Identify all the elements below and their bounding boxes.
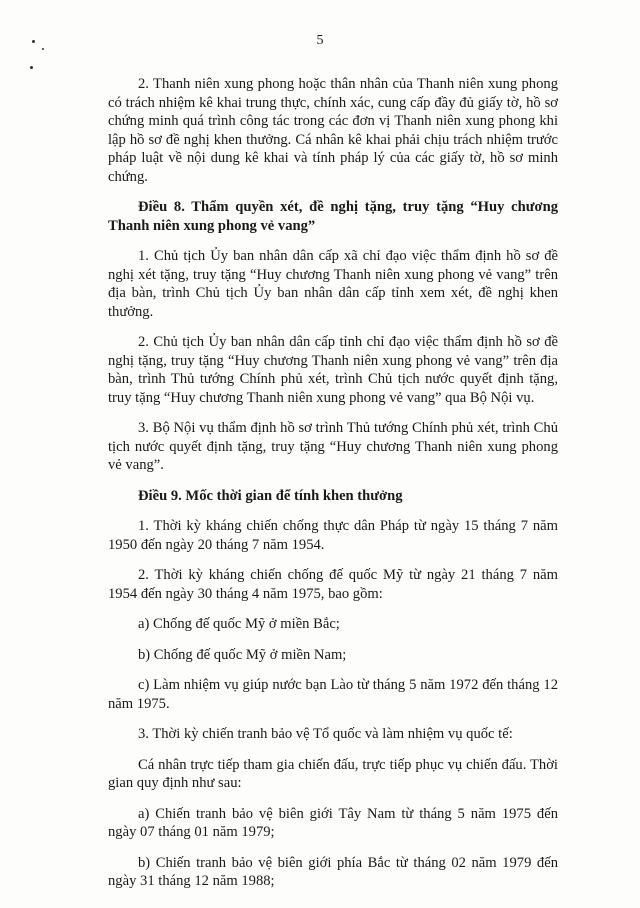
article8-item2: 2. Chủ tịch Ủy ban nhân dân cấp tỉnh chỉ đạo việc thẩm định hồ sơ đề nghị tặng, truy tặng “Huy chương Thanh niên xung phong vẻ vang” trên địa bàn, trình Thủ tướng Chính phủ xét, trình Chủ tịch nước quyết định tặng, truy tặng “Huy chương Thanh niên xung phong vẻ vang” qua Bộ Nội vụ. xyxy=(108,334,558,406)
article7-item2: 2. Thanh niên xung phong hoặc thân nhân của Thanh niên xung phong có trách nhiệm kê khai trung thực, chính xác, cung cấp đầy đủ giấy tờ, hồ sơ chứng minh quá trình công tác trong các đơn vị Thanh niên xung phong khi lập hồ sơ đề nghị khen thưởng. Cá nhân kê khai phải chịu trách nhiệm trước pháp luật về nội dung kê khai và tính pháp lý của các giấy tờ, hồ sơ minh chứng. xyxy=(108,76,558,185)
article9-item1: 1. Thời kỳ kháng chiến chống thực dân Pháp từ ngày 15 tháng 7 năm 1950 đến ngày 20 tháng 7 năm 1954. xyxy=(108,518,558,553)
page-number: 5 xyxy=(316,33,324,48)
article9-item3-a: a) Chiến tranh bảo vệ biên giới Tây Nam từ tháng 5 năm 1975 đến ngày 07 tháng 01 năm 1979; xyxy=(108,805,558,840)
article9-item2: 2. Thời kỳ kháng chiến chống đế quốc Mỹ từ ngày 21 tháng 7 năm 1954 đến ngày 30 tháng 4 năm 1975, bao gồm: xyxy=(108,567,558,602)
article9-item2-a: a) Chống đế quốc Mỹ ở miền Bắc; xyxy=(138,616,340,632)
article9-item2-b: b) Chống đế quốc Mỹ ở miền Nam; xyxy=(138,646,347,663)
article9-item3: 3. Thời kỳ chiến tranh bảo vệ Tổ quốc và làm nhiệm vụ quốc tế: xyxy=(138,726,513,742)
article8-item1: 1. Chủ tịch Ủy ban nhân dân cấp xã chỉ đạo việc thẩm định hồ sơ đề nghị xét tặng, truy tặng “Huy chương Thanh niên xung phong vẻ vang” trên địa bàn, trình Chủ tịch Ủy ban nhân dân cấp tỉnh xem xét, đề nghị khen thưởng. xyxy=(108,248,558,320)
article9-item3-b: b) Chiến tranh bảo vệ biên giới phía Bắc từ tháng 02 năm 1979 đến ngày 31 tháng 12 năm 1988; xyxy=(108,854,558,889)
article9-item3-intro: Cá nhân trực tiếp tham gia chiến đấu, trực tiếp phục vụ chiến đấu. Thời gian quy định như sau: xyxy=(108,756,558,791)
article9-heading: Điều 9. Mốc thời gian để tính khen thưởng xyxy=(138,487,403,504)
article9-item2-c: c) Làm nhiệm vụ giúp nước bạn Lào từ tháng 5 năm 1972 đến tháng 12 năm 1975. xyxy=(108,677,558,712)
document-body xyxy=(108,75,558,903)
scan-speck xyxy=(30,66,33,69)
article8-item3: 3. Bộ Nội vụ thẩm định hồ sơ trình Thủ tướng Chính phủ xét, trình Chủ tịch nước quyết định tặng, truy tặng “Huy chương Thanh niên xung phong vẻ vang”. xyxy=(108,420,558,473)
article8-heading: Điều 8. Thẩm quyền xét, đề nghị tặng, truy tặng “Huy chương Thanh niên xung phong vẻ vang” xyxy=(108,199,558,234)
